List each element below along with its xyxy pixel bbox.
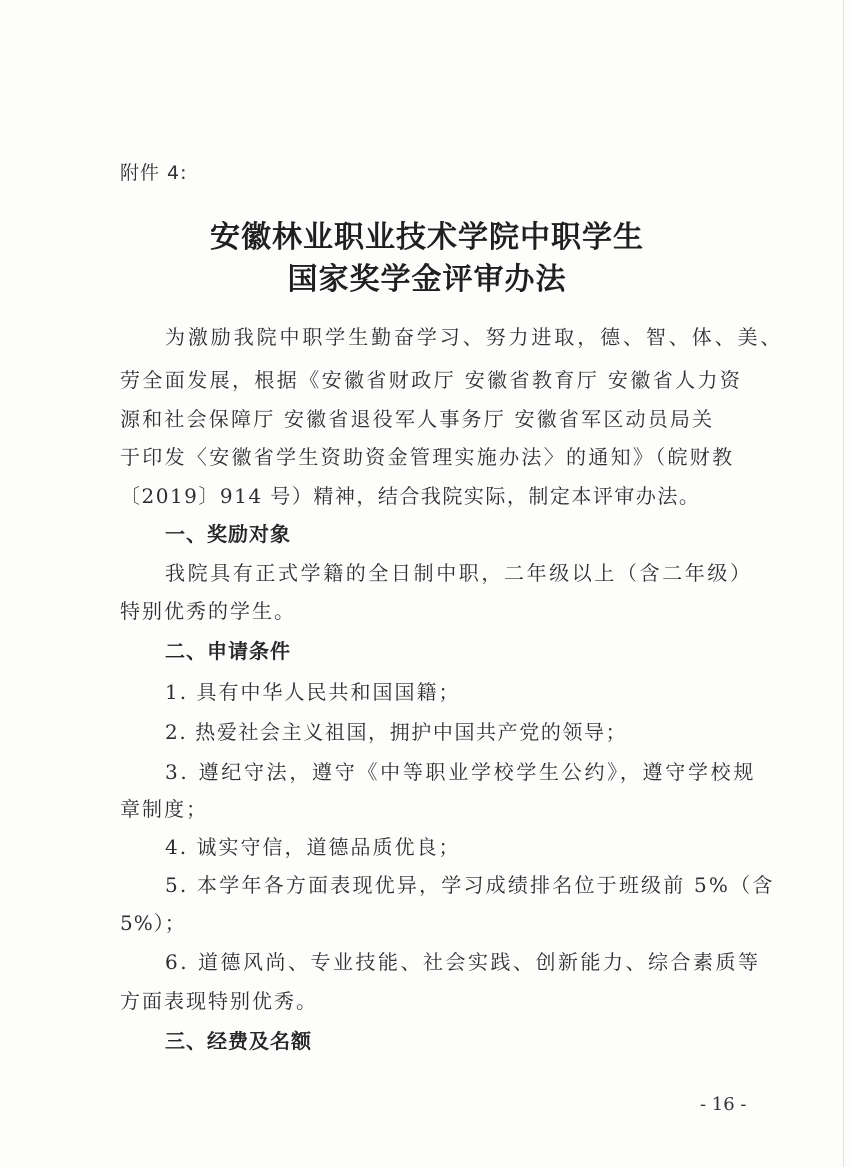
condition-item-6-line-1: 6. 道德风尚、专业技能、社会实践、创新能力、综合素质等: [165, 950, 761, 974]
condition-item-2: 2. 热爱社会主义祖国，拥护中国共产党的领导；: [165, 720, 628, 744]
page-number: - 16 -: [700, 1094, 747, 1115]
section-heading-funding: 三、经费及名额: [165, 1029, 312, 1053]
condition-item-3-line-1: 3. 遵纪守法，遵守《中等职业学校学生公约》，遵守学校规: [165, 760, 757, 784]
intro-line-3: 源和社会保障厅 安徽省退役军人事务厅 安徽省军区动员局关: [120, 407, 715, 431]
document-title-line-1: 安徽林业职业技术学院中职学生: [210, 220, 644, 255]
condition-item-3-line-2: 章制度；: [120, 797, 208, 821]
section-heading-reward-target: 一、奖励对象: [165, 522, 291, 546]
condition-item-4: 4. 诚实守信，道德品质优良；: [165, 835, 461, 859]
condition-item-6-line-2: 方面表现特别优秀。: [120, 989, 318, 1013]
attachment-label: 附件 4:: [120, 162, 188, 184]
section-heading-conditions: 二、申请条件: [165, 639, 291, 663]
document-title-line-2: 国家奖学金评审办法: [287, 262, 567, 297]
intro-line-2: 劳全面发展，根据《安徽省财政厅 安徽省教育厅 安徽省人力资: [120, 368, 743, 392]
condition-item-1: 1. 具有中华人民共和国国籍；: [165, 680, 461, 704]
intro-line-4: 于印发〈安徽省学生资助资金管理实施办法〉的通知》（皖财教: [120, 445, 735, 469]
section1-line-1: 我院具有正式学籍的全日制中职，二年级以上（含二年级）: [165, 561, 753, 585]
intro-line-1: 为激励我院中职学生勤奋学习、努力进取，德、智、体、美、: [165, 325, 784, 349]
scan-edge-line: [843, 0, 844, 1167]
section1-line-2: 特别优秀的学生。: [120, 599, 296, 623]
condition-item-5-line-2: 5%）；: [120, 911, 186, 935]
intro-line-5: 〔2019〕914 号）精神，结合我院实际，制定本评审办法。: [120, 484, 701, 508]
condition-item-5-line-1: 5. 本学年各方面表现优异，学习成绩排名位于班级前 5%（含: [165, 873, 775, 897]
